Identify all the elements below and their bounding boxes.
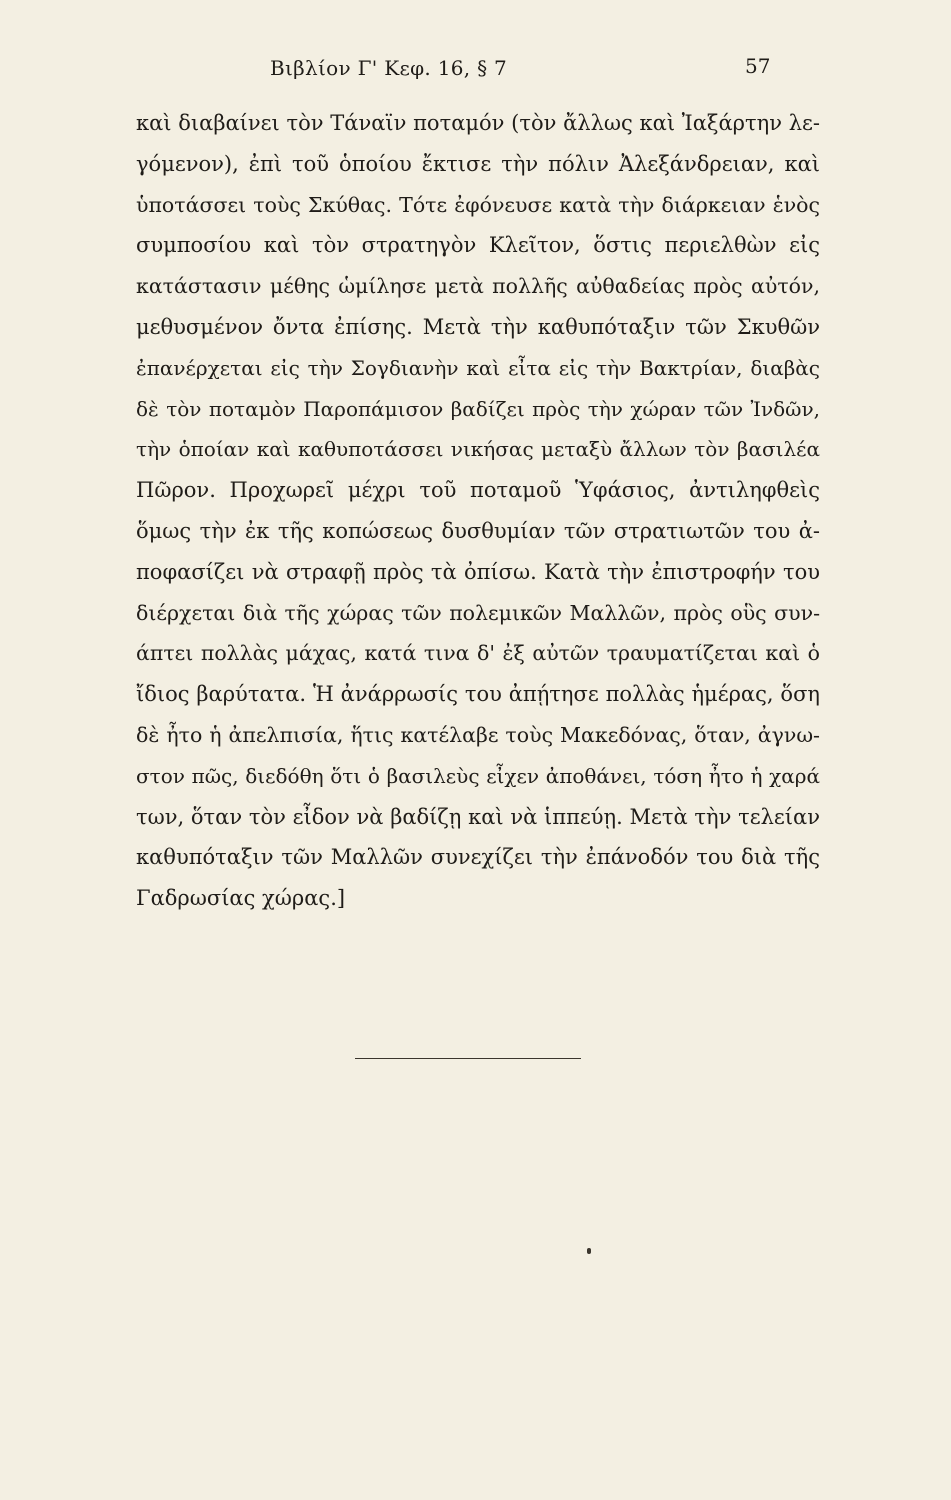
text-line: ποφασίζει νὰ στραφῇ πρὸς τὰ ὀπίσω. Κατὰ τὴν ἐπιστροφήν του bbox=[136, 559, 820, 584]
text-line: άπτει πολλὰς μάχας, κατά τινα δ' ἐξ αὐτῶν τραυματίζεται καὶ ὁ bbox=[136, 641, 820, 666]
text-line: γόμενον), ἐπὶ τοῦ ὁποίου ἔκτισε τὴν πόλιν Ἀλεξάνδρειαν, καὶ bbox=[136, 151, 820, 176]
text-line: διέρχεται διὰ τῆς χώρας τῶν πολεμικῶν Μαλλῶν, πρὸς οὓς συν- bbox=[136, 600, 820, 625]
section-divider bbox=[355, 1058, 581, 1059]
text-line: Γαδρωσίας χώρας.] bbox=[136, 886, 346, 911]
running-title: Βιβλίον Γ' Κεφ. 16, § 7 bbox=[270, 56, 508, 80]
text-line: καὶ διαβαίνει τὸν Τάναϊν ποταμόν (τὸν ἄλλως καὶ Ἰαξάρτην λε- bbox=[136, 111, 820, 135]
body-paragraph bbox=[136, 103, 820, 919]
text-line: μεθυσμένον ὄντα ἐπίσης. Μετὰ τὴν καθυπόταξιν τῶν Σκυθῶν bbox=[136, 314, 820, 339]
text-line: ὑποτάσσει τοὺς Σκύθας. Τότε ἐφόνευσε κατὰ τὴν διάρκειαν ἑνὸς bbox=[136, 192, 820, 217]
ink-speck bbox=[587, 1248, 591, 1254]
text-line: στον πῶς, διεδόθη ὅτι ὁ βασιλεὺς εἶχεν ἀποθάνει, τόση ἦτο ἡ χαρά bbox=[136, 763, 820, 788]
page-number: 57 bbox=[745, 54, 771, 78]
text-line: κατάστασιν μέθης ὡμίλησε μετὰ πολλῆς αὐθαδείας πρὸς αὐτόν, bbox=[136, 274, 820, 299]
text-line: ἴδιος βαρύτατα. Ἡ ἀνάρρωσίς του ἀπῄτησε πολλὰς ἡμέρας, ὅση bbox=[136, 682, 820, 707]
running-header bbox=[0, 56, 951, 86]
text-line: ἐπανέρχεται εἰς τὴν Σογδιανὴν καὶ εἶτα εἰς τὴν Βακτρίαν, διαβὰς bbox=[136, 355, 820, 380]
text-line: τὴν ὁποίαν καὶ καθυποτάσσει νικήσας μεταξὺ ἄλλων τὸν βασιλέα bbox=[136, 437, 820, 462]
text-line: των, ὅταν τὸν εἶδον νὰ βαδίζῃ καὶ νὰ ἱππεύῃ. Μετὰ τὴν τελείαν bbox=[136, 804, 820, 829]
text-line: συμποσίου καὶ τὸν στρατηγὸν Κλεῖτον, ὅστις περιελθὼν εἰς bbox=[136, 233, 820, 258]
text-line: ὅμως τὴν ἐκ τῆς κοπώσεως δυσθυμίαν τῶν στρατιωτῶν του ἀ- bbox=[136, 518, 820, 543]
text-line: δὲ τὸν ποταμὸν Παροπάμισον βαδίζει πρὸς τὴν χώραν τῶν Ἰνδῶν, bbox=[136, 396, 820, 421]
text-line: καθυπόταξιν τῶν Μαλλῶν συνεχίζει τὴν ἐπάνοδόν του διὰ τῆς bbox=[136, 845, 820, 870]
text-line: Πῶρον. Προχωρεῖ μέχρι τοῦ ποταμοῦ Ὑφάσιος, ἀντιληφθεὶς bbox=[136, 478, 820, 503]
text-line: δὲ ἦτο ἡ ἀπελπισία, ἥτις κατέλαβε τοὺς Μακεδόνας, ὅταν, ἀγνω- bbox=[136, 722, 820, 747]
